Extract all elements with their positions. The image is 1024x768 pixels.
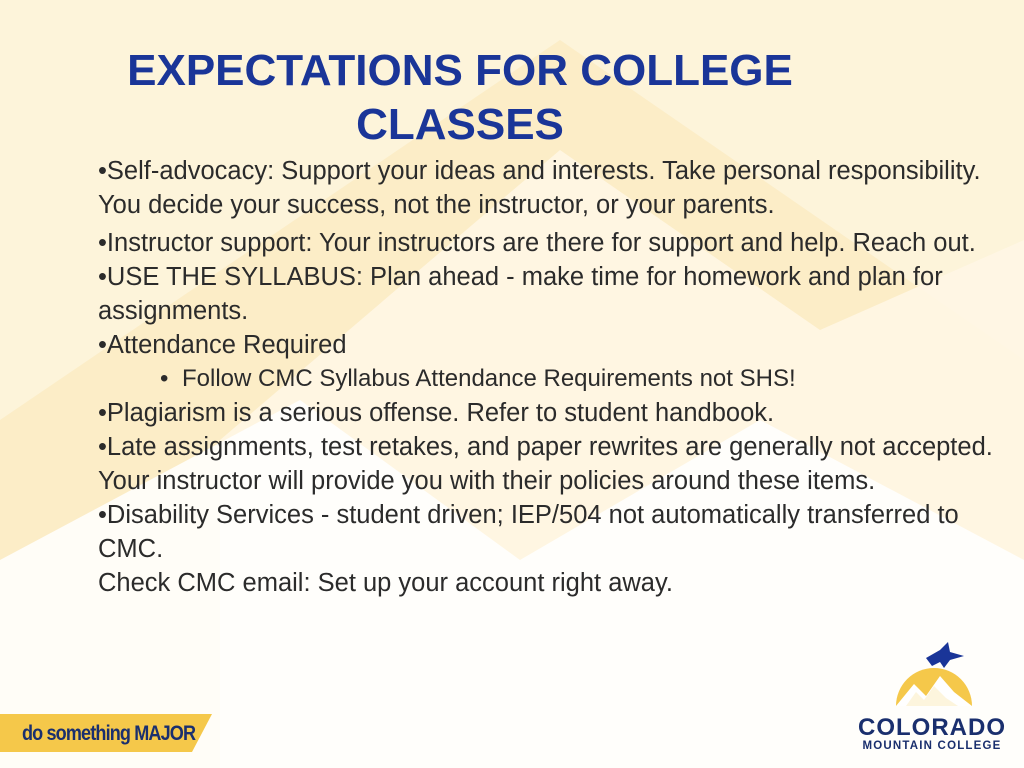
bullet-plagiarism: •Plagiarism is a serious offense. Refer to student handbook. — [98, 399, 775, 427]
bullet-late-assignments: •Late assignments, test retakes, and paper rewrites are generally not accepted. Your instructor will provide you with their policies around these items. — [98, 433, 993, 495]
page-title: EXPECTATIONS FOR COLLEGE CLASSES — [127, 46, 793, 149]
bullet-syllabus: •USE THE SYLLABUS: Plan ahead - make time for homework and plan for assignments. — [98, 263, 943, 325]
mountain-eagle-logo-icon — [892, 640, 976, 712]
bullet-attendance: •Attendance Required — [98, 331, 347, 359]
sub-bullet-attendance-text: Follow CMC Syllabus Attendance Requirements not SHS! — [182, 365, 796, 392]
bullet-instructor-support: •Instructor support: Your instructors are there for support and help. Reach out. — [98, 229, 976, 257]
bullet-disability-services: •Disability Services - student driven; IEP/504 not automatically transferred to CMC. — [98, 501, 959, 563]
slogan-major: MAJOR — [134, 722, 196, 745]
cmc-logo — [852, 640, 1012, 756]
line-check-email: Check CMC email: Set up your account right away. — [98, 569, 673, 597]
sub-bullet-attendance — [160, 362, 998, 396]
bullet-self-advocacy: •Self-advocacy: Support your ideas and interests. Take personal responsibility. You decide your success, not the instructor, or your parents. — [98, 157, 981, 219]
logo-text-colorado: COLORADO — [858, 714, 1006, 741]
slogan-banner — [0, 714, 212, 752]
content-body — [98, 154, 998, 600]
slogan-prefix: do something — [22, 722, 135, 745]
slogan-text — [22, 722, 195, 746]
logo-text-mountain-college: MOUNTAIN COLLEGE — [862, 740, 1002, 752]
sub-bullet-marker: • — [160, 365, 169, 392]
